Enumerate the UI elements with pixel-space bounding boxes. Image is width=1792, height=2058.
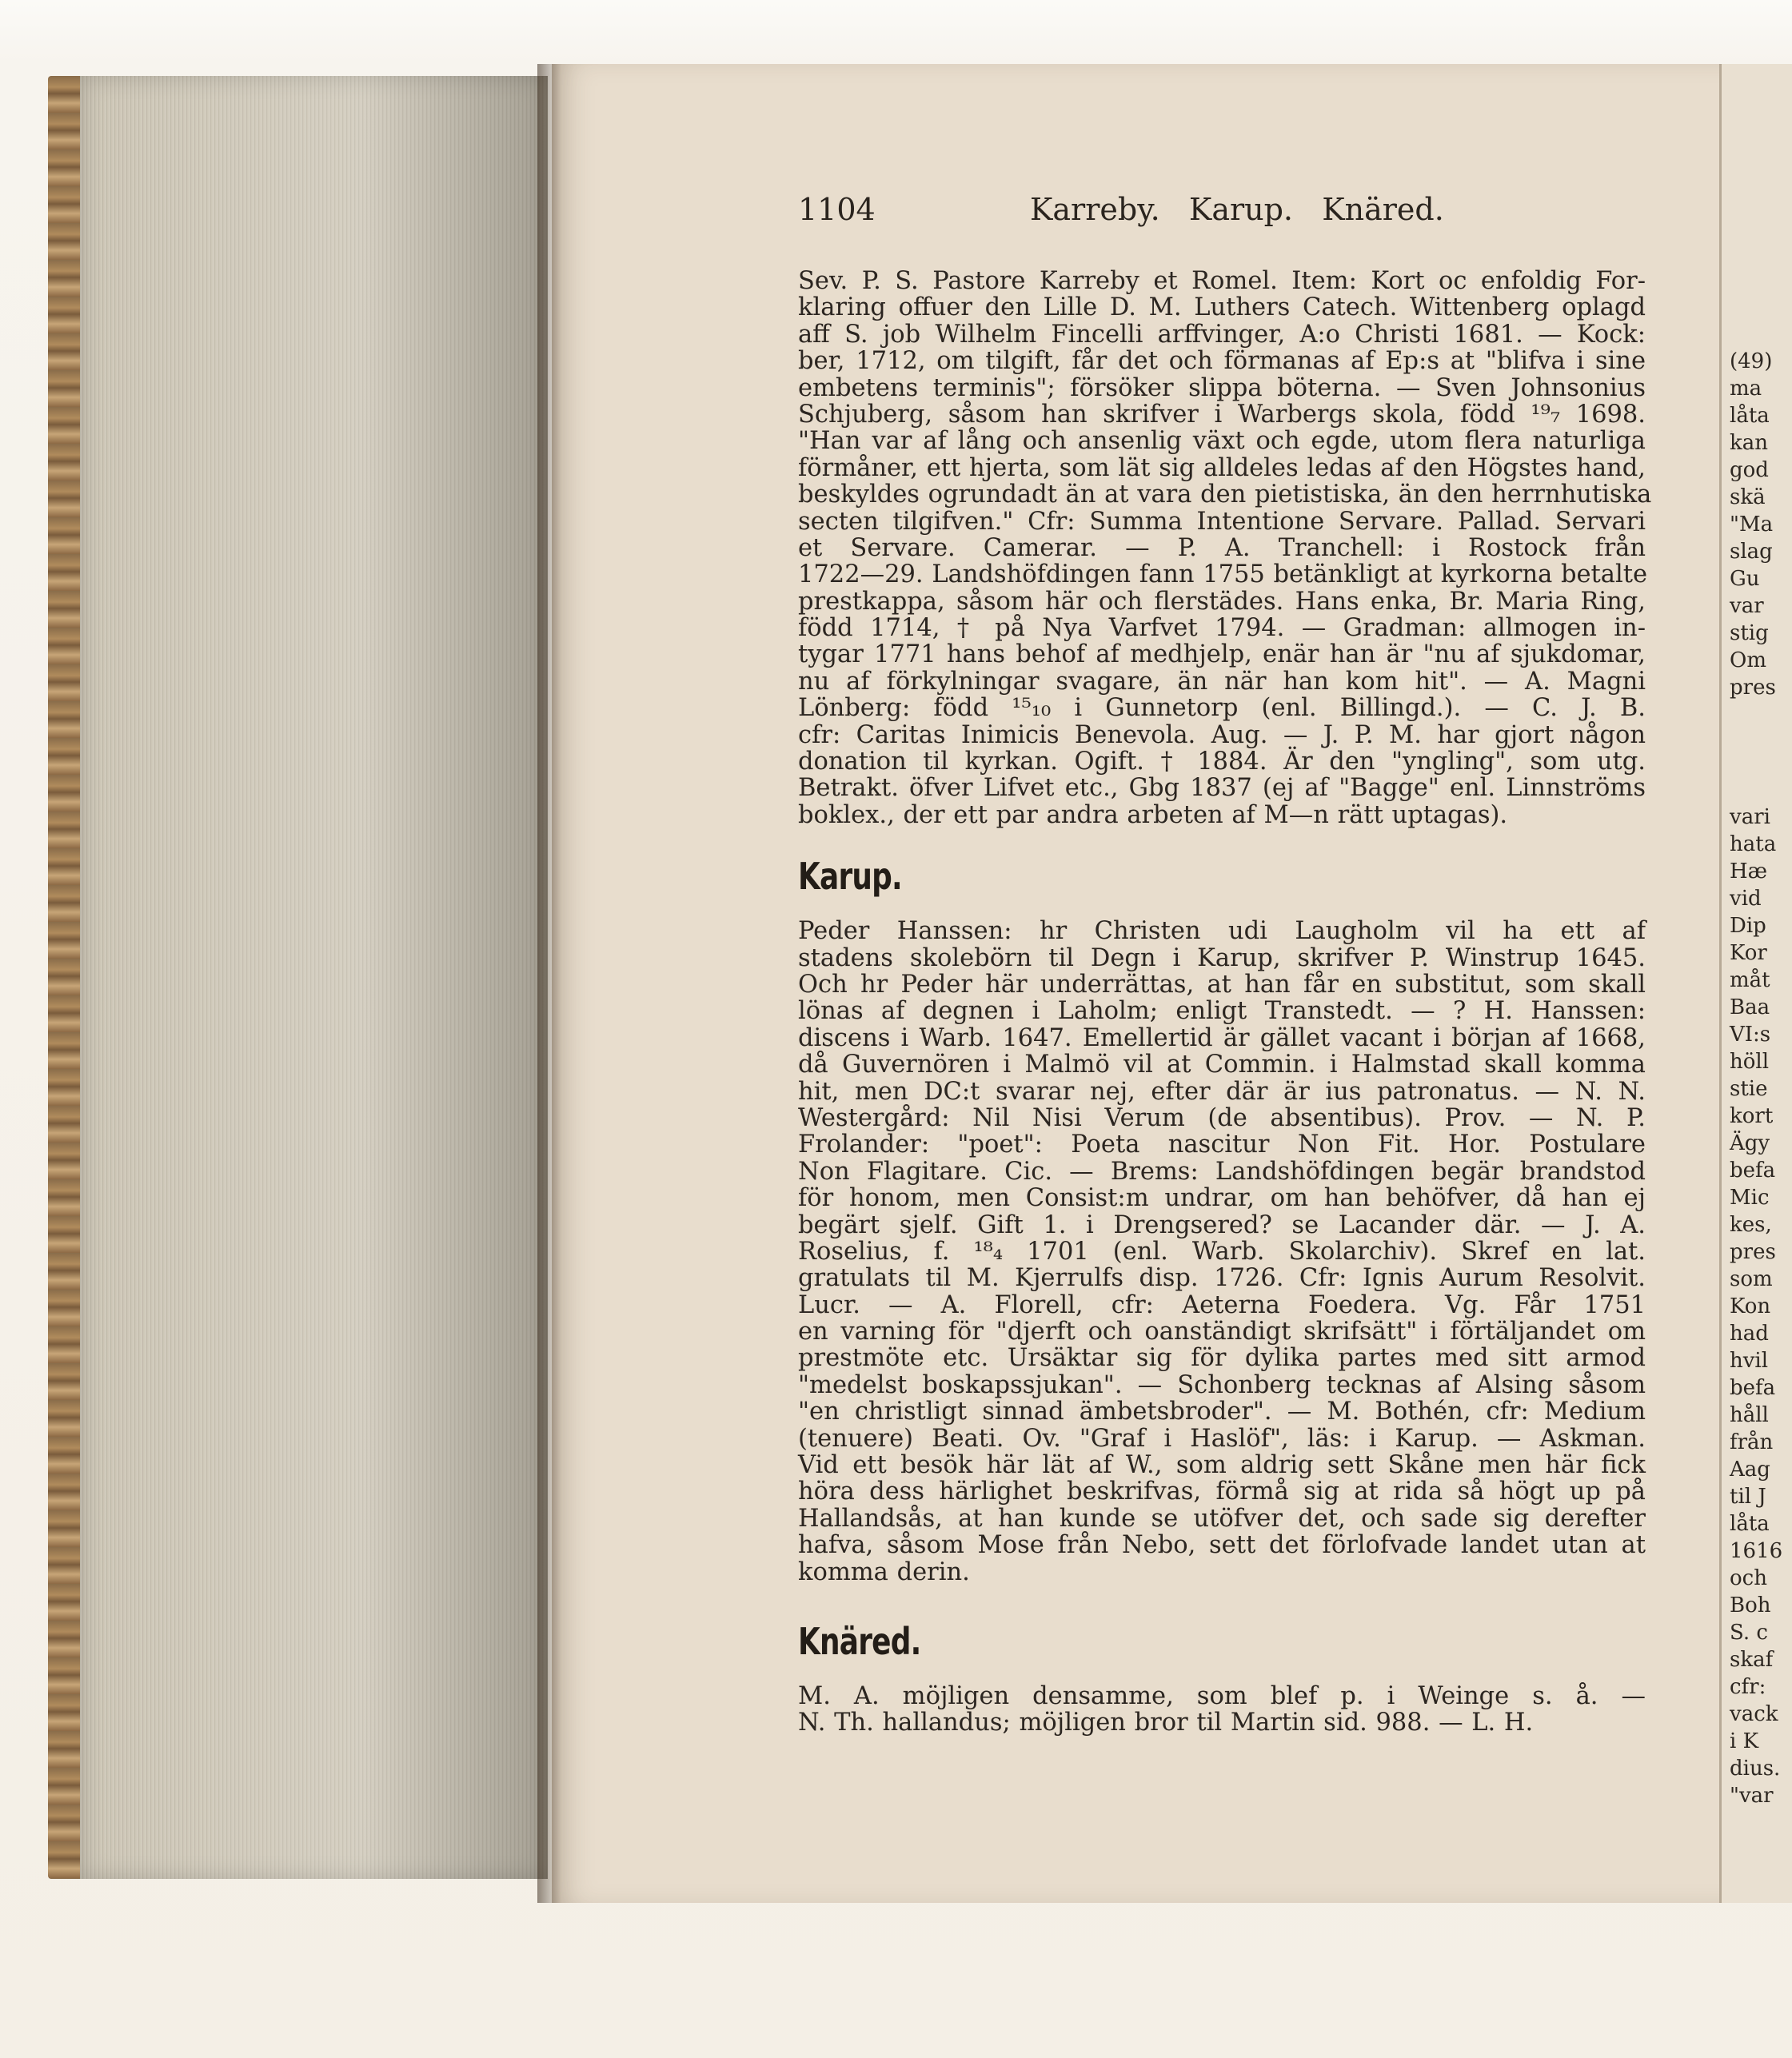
text-line: då Guvernören i Malmö vil at Commin. i Halmstad skall komma <box>798 1051 1646 1079</box>
text-line: "en christligt sinnad ämbetsbroder". — M. Bothén, cfr: Medium <box>798 1398 1646 1426</box>
text-line: cfr: Caritas Inimicis Benevola. Aug. — J. P. M. har gjort någon <box>798 720 1646 749</box>
text-line: Peder Hanssen: hr Christen udi Laugholm vil ha ett af <box>798 917 1646 946</box>
text-line: Schjuberg, såsom han skrifver i Warbergs skola, född ¹⁹₇ 1698. <box>798 400 1646 429</box>
next-page-fragment: kan <box>1730 431 1769 455</box>
next-page-fragment: pres <box>1730 676 1776 700</box>
next-page-fragment: befa <box>1730 1376 1776 1400</box>
next-page-fragment: "Ma <box>1730 513 1774 536</box>
next-page-fragment: 1616 <box>1730 1539 1783 1563</box>
text-line: Non Flagitare. Cic. — Brems: Landshöfdingen begär brandstod <box>798 1157 1646 1186</box>
next-page-text-bottom <box>1730 804 1782 1809</box>
text-line: donation til kyrkan. Ogift. † 1884. Är den "yngling", som utg. <box>798 748 1646 776</box>
next-page-fragment: Kon <box>1730 1294 1771 1318</box>
next-page-fragment: Om <box>1730 648 1766 672</box>
next-page-fragment: Kor <box>1730 941 1767 965</box>
karup-section <box>798 918 1646 1585</box>
page-number: 1104 <box>798 192 876 227</box>
next-page-fragment: skaf <box>1730 1648 1774 1672</box>
text-line: secten tilgifven." Cfr: Summa Intentione Servare. Pallad. Servari <box>798 507 1646 536</box>
heading-knared: Knäred. <box>798 1619 921 1663</box>
book-cover-edge <box>48 76 84 1879</box>
next-page-fragment: som <box>1730 1267 1773 1291</box>
text-line: Frolander: "poet": Poeta nascitur Non Fit. Hor. Postulare <box>798 1131 1646 1159</box>
next-page-fragment: slag <box>1730 540 1773 564</box>
next-page-fragment: Gu <box>1730 567 1760 591</box>
next-page-fragment: var <box>1730 594 1764 618</box>
next-page-fragment: S. c <box>1730 1621 1768 1645</box>
next-page-fragment: vack <box>1730 1702 1778 1726</box>
next-page-fragment: Dip <box>1730 914 1766 938</box>
next-page-fragment: kes, <box>1730 1213 1772 1237</box>
next-page-fragment: had <box>1730 1322 1769 1346</box>
text-line: aff S. job Wilhelm Fincelli arffvinger, A:o Christi 1681. — Kock: <box>798 320 1646 349</box>
next-page-fragment: ma <box>1730 377 1762 401</box>
next-page-fragment: stie <box>1730 1077 1768 1101</box>
text-line: född 1714, † på Nya Varfvet 1794. — Gradman: allmogen in- <box>798 614 1646 643</box>
text-line: (tenuere) Beati. Ov. "Graf i Haslöf", läs: i Karup. — Askman. <box>798 1424 1646 1453</box>
text-line: prestmöte etc. Ursäktar sig för dylika partes med sitt armod <box>798 1344 1646 1373</box>
text-line: Lönberg: född ¹⁵₁₀ i Gunnetorp (enl. Billingd.). — C. J. B. <box>798 694 1646 723</box>
next-page-text-top <box>1730 348 1776 701</box>
knared-section <box>798 1683 1646 1737</box>
next-page-fragment: håll <box>1730 1403 1769 1427</box>
text-line: "medelst boskapssjukan". — Schonberg tecknas af Alsing såsom <box>798 1370 1646 1399</box>
next-page-fragment: kort <box>1730 1104 1774 1128</box>
text-line: Lucr. — A. Florell, cfr: Aeterna Foedera. Vg. Får 1751 <box>798 1290 1646 1319</box>
next-page-fragment: Hæ <box>1730 859 1768 883</box>
text-line: nu af förkylningar svagare, än när han kom hit". — A. Magni <box>798 667 1646 696</box>
next-page-fragment: Baa <box>1730 995 1770 1019</box>
text-line: boklex., der ett par andra arbeten af M—n rätt uptagas). <box>798 800 1508 829</box>
next-page-fragment: skä <box>1730 485 1766 509</box>
text-line: embetens terminis"; försöker slippa böterna. — Sven Johnsonius <box>798 373 1646 402</box>
next-page-fragment: "var <box>1730 1784 1774 1808</box>
text-line: Vid ett besök här lät af W., som aldrig sett Skåne men här fick <box>798 1451 1646 1480</box>
text-line: Betrakt. öfver Lifvet etc., Gbg 1837 (ej af "Bagge" enl. Linnströms <box>798 774 1646 803</box>
text-line: för honom, men Consist:m undrar, om han behöfver, då han ej <box>798 1184 1646 1213</box>
next-page-fragment: cfr: <box>1730 1675 1766 1699</box>
text-line: gratulats til M. Kjerrulfs disp. 1726. Cfr: Ignis Aurum Resolvit. <box>798 1264 1646 1293</box>
next-page-fragment: Ägy <box>1730 1131 1770 1155</box>
next-page-fragment: dius. <box>1730 1757 1781 1781</box>
next-page-fragment: och <box>1730 1566 1767 1590</box>
next-page-fragment: til J <box>1730 1485 1766 1509</box>
next-page-fragment: pres <box>1730 1240 1776 1264</box>
text-line: stadens skolebörn til Degn i Karup, skrifver P. Winstrup 1645. <box>798 943 1646 972</box>
heading-karup: Karup. <box>798 855 902 899</box>
next-page-fragment: från <box>1730 1430 1774 1454</box>
text-line: Roselius, f. ¹⁸₄ 1701 (enl. Warb. Skolarchiv). Skref en lat. <box>798 1237 1646 1266</box>
page-block-edges <box>80 76 548 1879</box>
text-line: höra dess härlighet beskrifvas, förmå sig at rida så högt up på <box>798 1478 1646 1506</box>
text-line: beskyldes ogrundadt än at vara den pietistiska, än den herrnhutiska <box>798 481 1652 509</box>
next-page-fragment: höll <box>1730 1050 1770 1074</box>
text-line: M. A. möjligen densamme, som blef p. i Weinge s. å. — <box>798 1681 1646 1710</box>
text-line: tygar 1771 hans behof af medhjelp, enär han är "nu af sjukdomar, <box>798 640 1646 669</box>
text-line: begärt sjelf. Gift 1. i Drengsered? se Lacander där. — J. A. <box>798 1210 1646 1239</box>
next-page-edge <box>1719 64 1792 1903</box>
next-page-fragment: vid <box>1730 887 1762 911</box>
text-line: ber, 1712, om tilgift, får det och förmanas af Ep:s at "blifva i sine <box>798 347 1646 376</box>
next-page-fragment: VI:s <box>1730 1023 1771 1047</box>
running-title: Karreby. Karup. Knäred. <box>1030 192 1444 227</box>
text-line: Sev. P. S. Pastore Karreby et Romel. Item: Kort oc enfoldig For- <box>798 267 1646 295</box>
next-page-fragment: låta <box>1730 404 1770 428</box>
text-line: klaring offuer den Lille D. M. Luthers Catech. Wittenberg oplagd <box>798 293 1646 322</box>
text-line: hit, men DC:t svarar nej, efter där är ius patronatus. — N. N. <box>798 1077 1646 1106</box>
text-line: förmåner, ett hjerta, som lät sig alldeles ledas af den Högstes hand, <box>798 453 1646 482</box>
text-line: en varning för "djerft och oanständigt skrifsätt" i förtäljandet om <box>798 1318 1646 1346</box>
text-line: 1722—29. Landshöfdingen fann 1755 betänkligt at kyrkorna betalte <box>798 560 1648 589</box>
text-line: et Servare. Camerar. — P. A. Tranchell: i Rostock från <box>798 533 1646 562</box>
running-head <box>798 192 1646 232</box>
next-page-fragment: (49) <box>1730 349 1773 373</box>
text-line: N. Th. hallandus; möjligen bror til Martin sid. 988. — L. H. <box>798 1709 1534 1737</box>
next-page-fragment: Boh <box>1730 1593 1771 1617</box>
next-page-fragment: stig <box>1730 621 1769 645</box>
text-line: komma derin. <box>798 1557 970 1586</box>
next-page-fragment: hata <box>1730 832 1777 856</box>
next-page-fragment: låta <box>1730 1512 1770 1536</box>
next-page-fragment: god <box>1730 458 1769 482</box>
next-page-fragment: Mic <box>1730 1186 1770 1210</box>
text-line: Och hr Peder här underrättas, at han får en substitut, som skall <box>798 970 1646 999</box>
next-page-fragment: i K <box>1730 1729 1759 1753</box>
next-page-fragment: måt <box>1730 968 1770 992</box>
text-line: hafva, såsom Mose från Nebo, sett det förlofvade landet utan at <box>798 1531 1646 1560</box>
karreby-section <box>798 267 1652 829</box>
next-page-fragment: hvil <box>1730 1349 1769 1373</box>
text-line: Hallandsås, at han kunde se utöfver det, och sade sig derefter <box>798 1504 1646 1533</box>
next-page-fragment: Aag <box>1730 1458 1770 1482</box>
body-text <box>798 267 1652 1737</box>
page-gutter <box>537 64 561 1903</box>
text-line: prestkappa, såsom här och flerstädes. Hans enka, Br. Maria Ring, <box>798 587 1646 616</box>
text-line: "Han var af lång och ansenlig växt och egde, utom flera naturliga <box>798 427 1646 456</box>
next-page-fragment: befa <box>1730 1159 1776 1183</box>
next-page-fragment: vari <box>1730 805 1770 829</box>
text-line: Westergård: Nil Nisi Verum (de absentibus). Prov. — N. P. <box>798 1103 1646 1132</box>
text-line: lönas af degnen i Laholm; enligt Transtedt. — ? H. Hanssen: <box>798 997 1646 1026</box>
text-line: discens i Warb. 1647. Emellertid är gället vacant i början af 1668, <box>798 1023 1646 1052</box>
